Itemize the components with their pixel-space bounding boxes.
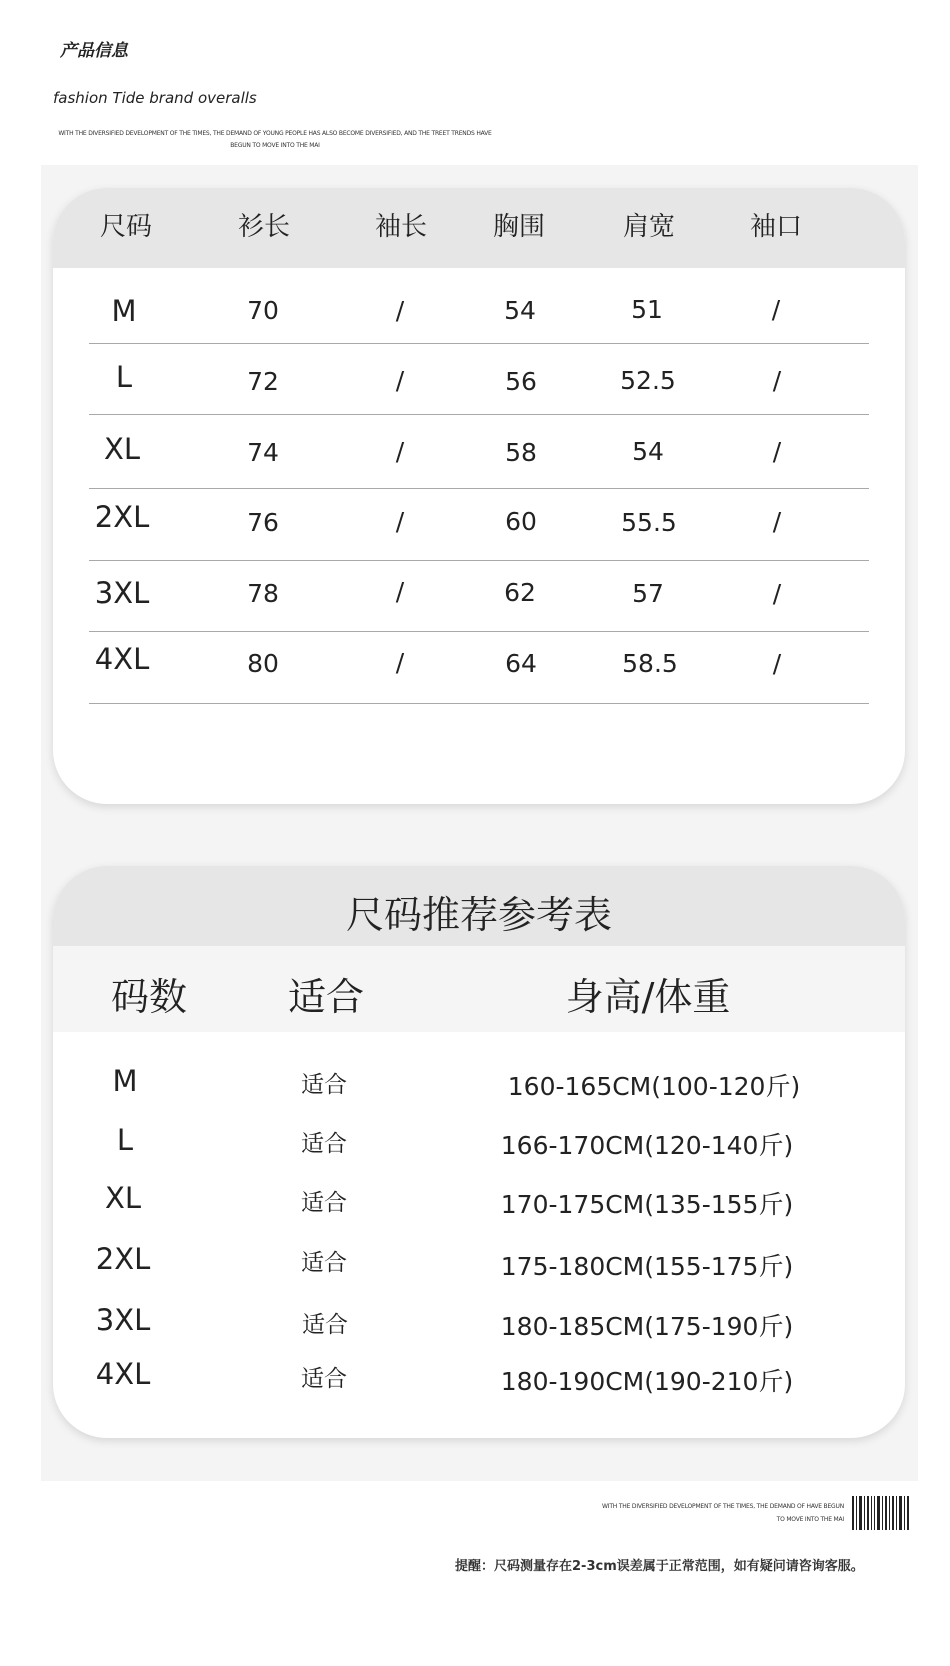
cell-sleeve: /: [395, 507, 405, 536]
product-info-title: 产品信息: [60, 41, 128, 61]
cell-size: M: [112, 1064, 138, 1098]
cell-range: 180-190CM(190-210斤): [500, 1367, 794, 1396]
cell-range: 170-175CM(135-155斤): [500, 1190, 794, 1219]
header-size: 尺码: [99, 212, 152, 242]
barcode-icon: [852, 1496, 916, 1530]
cell-size: 2XL: [95, 1242, 151, 1276]
cell-fit: 适合: [302, 1312, 348, 1338]
cell-size: XL: [104, 1181, 142, 1215]
cell-cuff: /: [772, 507, 782, 536]
cell-chest: 54: [504, 296, 536, 325]
cell-fit: 适合: [301, 1072, 347, 1098]
cell-size: 4XL: [94, 642, 150, 676]
row-divider: [89, 631, 869, 632]
cell-size: M: [111, 294, 137, 328]
footer-tagline: WITH THE DIVERSIFIED DEVELOPMENT OF THE TIMES, THE DEMAND OF HAVE BEGUN TO MOVE INTO THE MAI: [602, 1503, 844, 1523]
cell-shoulder: 52.5: [620, 366, 676, 395]
cell-range: 160-165CM(100-120斤): [507, 1072, 801, 1101]
cell-range: 180-185CM(175-190斤): [500, 1312, 794, 1341]
cell-shoulder: 54: [632, 437, 664, 466]
cell-length: 70: [247, 296, 279, 325]
cell-length: 80: [247, 649, 279, 678]
cell-sleeve: /: [395, 648, 405, 677]
cell-fit: 适合: [301, 1190, 347, 1216]
row-divider: [89, 343, 869, 344]
cell-sleeve: /: [395, 296, 405, 325]
cell-range: 175-180CM(155-175斤): [500, 1252, 794, 1281]
cell-chest: 64: [505, 649, 537, 678]
row-divider: [89, 560, 869, 561]
product-subtitle: fashion Tide brand overalls: [53, 89, 257, 107]
cell-sleeve: /: [395, 577, 405, 606]
cell-sleeve: /: [395, 366, 405, 395]
cell-size: 4XL: [95, 1357, 151, 1391]
header-shoulder: 肩宽: [622, 212, 675, 242]
cell-size: 3XL: [95, 1303, 151, 1337]
row-divider: [89, 703, 869, 704]
cell-size: 3XL: [94, 576, 150, 610]
header-cuff: 袖口: [749, 212, 802, 242]
cell-sleeve: /: [395, 437, 405, 466]
cell-length: 74: [247, 438, 279, 467]
measurement-note: 提醒：尺码测量存在2-3cm误差属于正常范围，如有疑问请咨询客服。: [455, 1559, 864, 1574]
cell-length: 78: [247, 579, 279, 608]
cell-cuff: /: [772, 649, 782, 678]
cell-chest: 62: [504, 578, 536, 607]
cell-fit: 适合: [301, 1366, 347, 1392]
row-divider: [89, 488, 869, 489]
cell-chest: 60: [505, 507, 537, 536]
size-recommend-card: [53, 866, 905, 1438]
recommend-title: 尺码推荐参考表: [345, 893, 612, 937]
recommend-title-bar: [53, 866, 905, 946]
header-size-code: 码数: [110, 975, 187, 1019]
cell-size: XL: [103, 432, 141, 466]
header-chest: 胸围: [492, 212, 545, 242]
cell-cuff: /: [772, 579, 782, 608]
recommend-header: [53, 946, 905, 1032]
header-fit: 适合: [287, 975, 364, 1019]
cell-shoulder: 55.5: [621, 508, 677, 537]
cell-length: 76: [247, 508, 279, 537]
size-chart-card: [53, 188, 905, 804]
header-sleeve: 袖长: [374, 212, 427, 242]
cell-chest: 56: [505, 367, 537, 396]
cell-size: L: [116, 1123, 134, 1157]
header-length: 衫长: [237, 212, 290, 242]
cell-fit: 适合: [301, 1250, 347, 1276]
cell-length: 72: [247, 367, 279, 396]
row-divider: [89, 414, 869, 415]
cell-cuff: /: [772, 366, 782, 395]
cell-size: 2XL: [94, 500, 150, 534]
header-height-weight: 身高/体重: [565, 975, 731, 1019]
cell-cuff: /: [771, 295, 781, 324]
cell-cuff: /: [772, 437, 782, 466]
cell-shoulder: 58.5: [622, 649, 678, 678]
cell-size: L: [115, 360, 133, 394]
header-tagline: WITH THE DIVERSIFIED DEVELOPMENT OF THE TIMES, THE DEMAND OF YOUNG PEOPLE HAS ALSO BECOME DIVERSIFIED, AND THE TREET TRENDS HAVE BEGUN TO MOVE INTO THE MAI: [58, 130, 492, 149]
cell-shoulder: 51: [631, 295, 663, 324]
cell-chest: 58: [505, 438, 537, 467]
cell-range: 166-170CM(120-140斤): [500, 1131, 794, 1160]
cell-shoulder: 57: [632, 579, 664, 608]
cell-fit: 适合: [301, 1131, 347, 1157]
size-chart-header: [53, 188, 905, 268]
